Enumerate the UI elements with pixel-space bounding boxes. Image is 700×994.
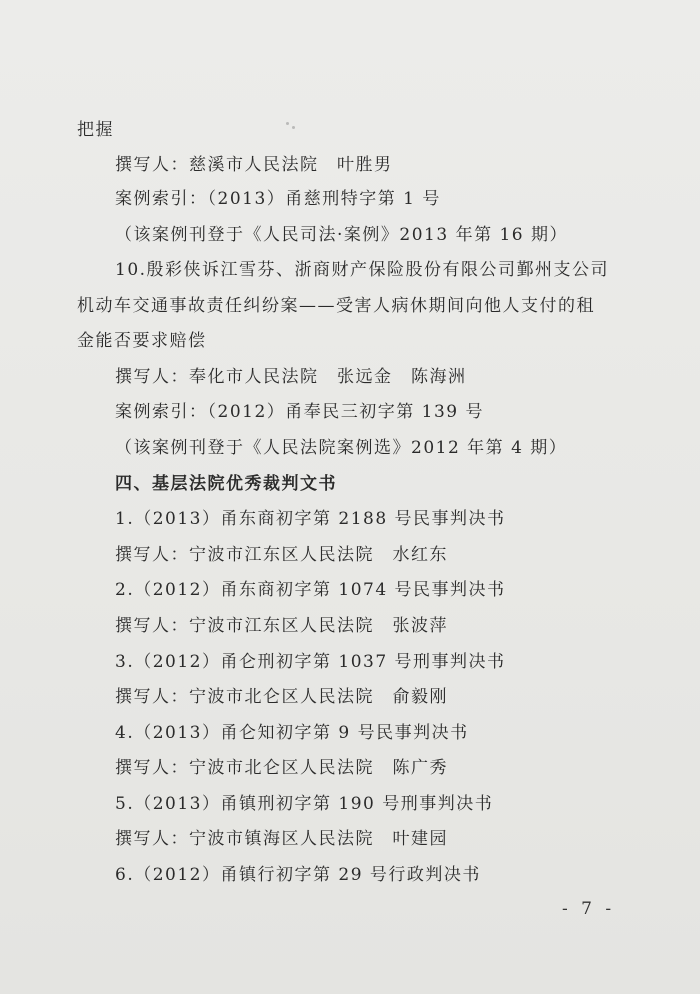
author-line: 撰写人：宁波市江东区人民法院 水红东	[115, 545, 448, 565]
case-index-line: 案例索引：（2013）甬慈刑特字第 1 号	[115, 189, 441, 209]
judgment-title-line: 2.（2012）甬东商初字第 1074 号民事判决书	[115, 580, 506, 600]
case-index-line: 案例索引：（2012）甬奉民三初字第 139 号	[115, 402, 485, 422]
judgment-title-line: 3.（2012）甬仑刑初字第 1037 号刑事判决书	[115, 652, 506, 672]
case-title-line: 10.殷彩侠诉江雪芬、浙商财产保险股份有限公司鄞州支公司	[115, 260, 610, 280]
author-line: 撰写人：奉化市人民法院 张远金 陈海洲	[115, 367, 467, 387]
case-title-line: 机动车交通事故责任纠纷案——受害人病休期间向他人支付的租	[77, 296, 595, 316]
author-line: 撰写人：宁波市镇海区人民法院 叶建园	[115, 829, 448, 849]
publication-note-line: （该案例刊登于《人民法院案例选》2012 年第 4 期）	[115, 438, 568, 458]
text-line-continuation: 把握	[77, 120, 114, 140]
author-line: 撰写人：慈溪市人民法院 叶胜男	[115, 155, 393, 175]
page-number: - 7 -	[562, 899, 616, 919]
scan-speck	[292, 126, 295, 129]
case-title-line: 金能否要求赔偿	[77, 331, 207, 351]
judgment-title-line: 6.（2012）甬镇行初字第 29 号行政判决书	[115, 865, 481, 885]
author-line: 撰写人：宁波市北仑区人民法院 俞毅刚	[115, 687, 448, 707]
scan-speck	[286, 122, 289, 125]
section-heading: 四、基层法院优秀裁判文书	[115, 474, 337, 494]
author-line: 撰写人：宁波市江东区人民法院 张波萍	[115, 616, 448, 636]
judgment-title-line: 5.（2013）甬镇刑初字第 190 号刑事判决书	[115, 794, 494, 814]
author-line: 撰写人：宁波市北仑区人民法院 陈广秀	[115, 758, 448, 778]
judgment-title-line: 1.（2013）甬东商初字第 2188 号民事判决书	[115, 509, 506, 529]
publication-note-line: （该案例刊登于《人民司法·案例》2013 年第 16 期）	[115, 225, 569, 245]
judgment-title-line: 4.（2013）甬仑知初字第 9 号民事判决书	[115, 723, 469, 743]
